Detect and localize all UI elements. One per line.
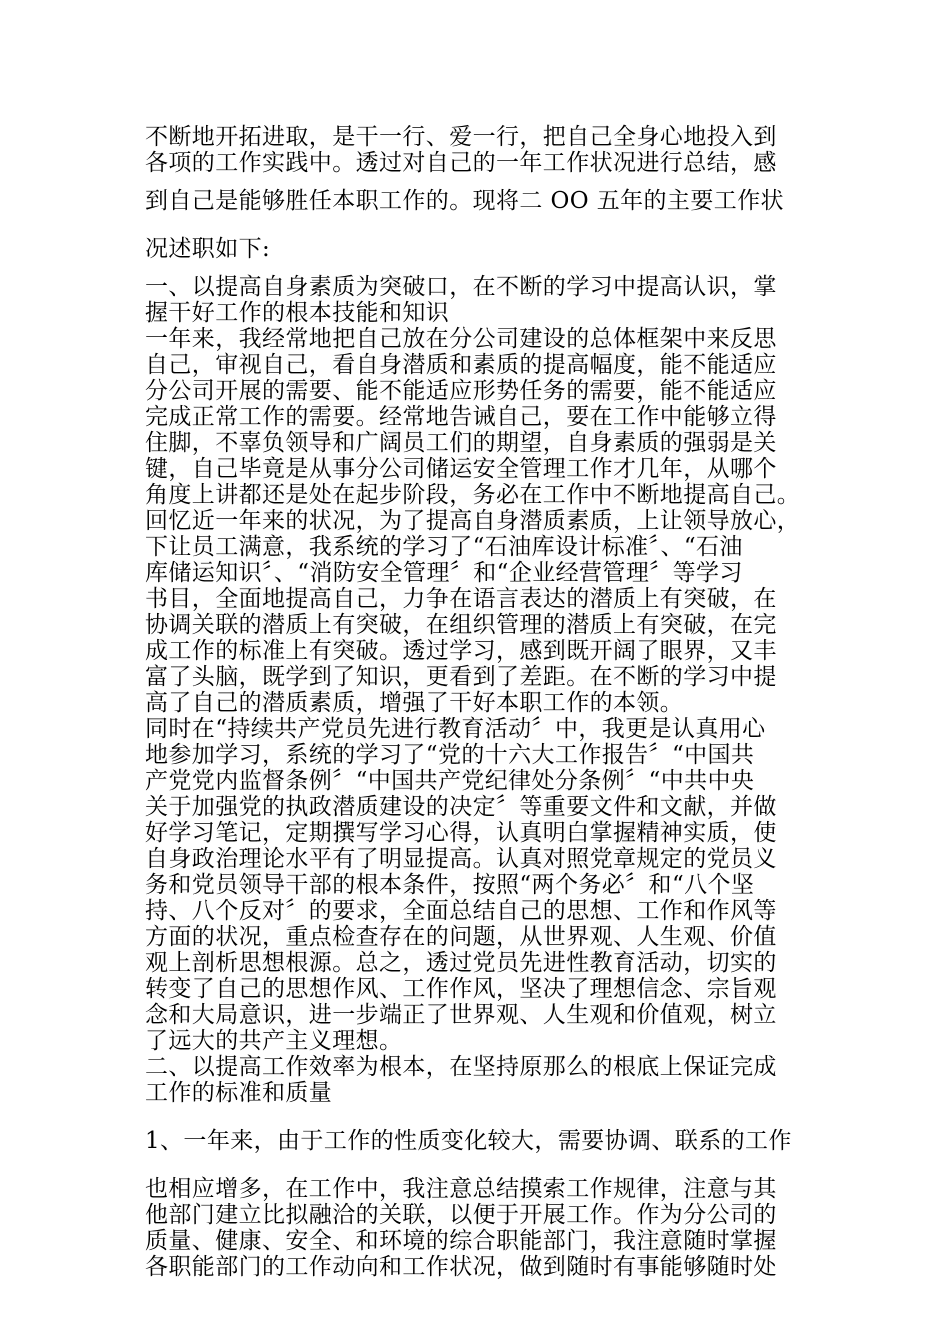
text-line: 自身政治理论水平有了明显提高。认真对照党章规定的党员义 [145, 846, 777, 872]
text-line: 产党党内监督条例〞“中国共产党纪律处分条例〞“中共中央 [145, 768, 755, 794]
text-line: 一、以提高自身素质为突破口，在不断的学习中提高认识，掌 [145, 274, 777, 300]
text-line: 好学习笔记，定期撰写学习心得，认真明白掌握精神实质，使 [145, 820, 777, 846]
text-line: 完成正常工作的需要。经常地告诫自己，要在工作中能够立得 [145, 404, 777, 430]
text-line: 高了自己的潜质素质，增强了干好本职工作的本领。 [145, 690, 684, 716]
text-line: 转变了自己的思想作风、工作作风，坚决了理想信念、宗旨观 [145, 976, 777, 1002]
section-heading: 二、以提高工作效率为根本，在坚持原那么的根底上保证完成 [145, 1054, 777, 1080]
text-line: 务和党员领导干部的根本条件，按照“两个务必〞和“八个坚 [145, 872, 755, 898]
text-line: 回忆近一年来的状况，为了提高自身潜质素质，上让领导放心， [145, 508, 801, 534]
text-line: 也相应增多，在工作中，我注意总结摸索工作规律，注意与其 [145, 1176, 777, 1202]
text-line: 念和大局意识，进一步端正了世界观、人生观和价值观，树立 [145, 1002, 777, 1028]
text-line: 一年来，我经常地把自己放在分公司建设的总体框架中来反思 [145, 326, 777, 352]
text-line: 住脚，不辜负领导和广阔员工们的期望，自身素质的强弱是关 [145, 430, 777, 456]
text-line: 他部门建立比拟融洽的关联，以便于开展工作。作为分公司的 [145, 1202, 777, 1228]
text-line: 持、八个反对〞的要求，全面总结自己的思想、工作和作风等 [145, 898, 777, 924]
text-line: 成工作的标准上有突破。透过学习，感到既开阔了眼界，又丰 [145, 638, 777, 664]
text-line: 握干好工作的根本技能和知识 [145, 300, 450, 326]
text-line: 观上剖析思想根源。总之，透过党员先进性教育活动，切实的 [145, 950, 777, 976]
text-line: 质量、健康、安全、和环境的综合职能部门，我注意随时掌握 [145, 1228, 777, 1254]
section-heading: 工作的标准和质量 [145, 1080, 333, 1106]
text-line: 自己，审视自己，看自身潜质和素质的提高幅度，能不能适应 [145, 352, 777, 378]
text-line: 富了头脑，既学到了知识，更看到了差距。在不断的学习中提 [145, 664, 777, 690]
text-line: 库储运知识〞、“消防安全管理〞和“企业经营管理〞等学习 [145, 560, 743, 586]
text-line: 同时在“持续共产党员先进行教育活动〞中，我更是认真用心 [145, 716, 766, 742]
text-line: 分公司开展的需要、能不能适应形势任务的需要，能不能适应 [145, 378, 777, 404]
text-line: 地参加学习，系统的学习了“党的十六大工作报告〞“中国共 [145, 742, 755, 768]
text-line: 协调关联的潜质上有突破，在组织管理的潜质上有突破，在完 [145, 612, 777, 638]
text-line: 下让员工满意，我系统的学习了“石油库设计标准〞、“石油 [145, 534, 743, 560]
text-line: 了远大的共产主义理想。 [145, 1028, 403, 1054]
text-line: 书目，全面地提高自己，力争在语言表达的潜质上有突破，在 [145, 586, 777, 612]
text-line: 方面的状况，重点检查存在的问题，从世界观、人生观、价值 [145, 924, 777, 950]
text-line: 关于加强党的执政潜质建设的决定〞等重要文件和文献，并做 [145, 794, 777, 820]
text-line: 1、一年来，由于工作的性质变化较大，需要协调、联系的工作 [145, 1128, 792, 1154]
text-line: 不断地开拓进取，是干一行、爱一行，把自己全身心地投入到 [145, 124, 777, 150]
document-body [145, 124, 810, 1280]
text-line: 键，自己毕竟是从事分公司储运安全管理工作才几年，从哪个 [145, 456, 777, 482]
text-line: 到自己是能够胜任本职工作的。现将二 OO 五年的主要工作状 [145, 188, 784, 214]
text-line: 各职能部门的工作动向和工作状况，做到随时有事能够随时处 [145, 1254, 777, 1280]
text-line: 况述职如下: [145, 236, 271, 262]
text-line: 角度上讲都还是处在起步阶段，务必在工作中不断地提高自己。 [145, 482, 801, 508]
text-line: 各项的工作实践中。透过对自己的一年工作状况进行总结，感 [145, 150, 777, 176]
